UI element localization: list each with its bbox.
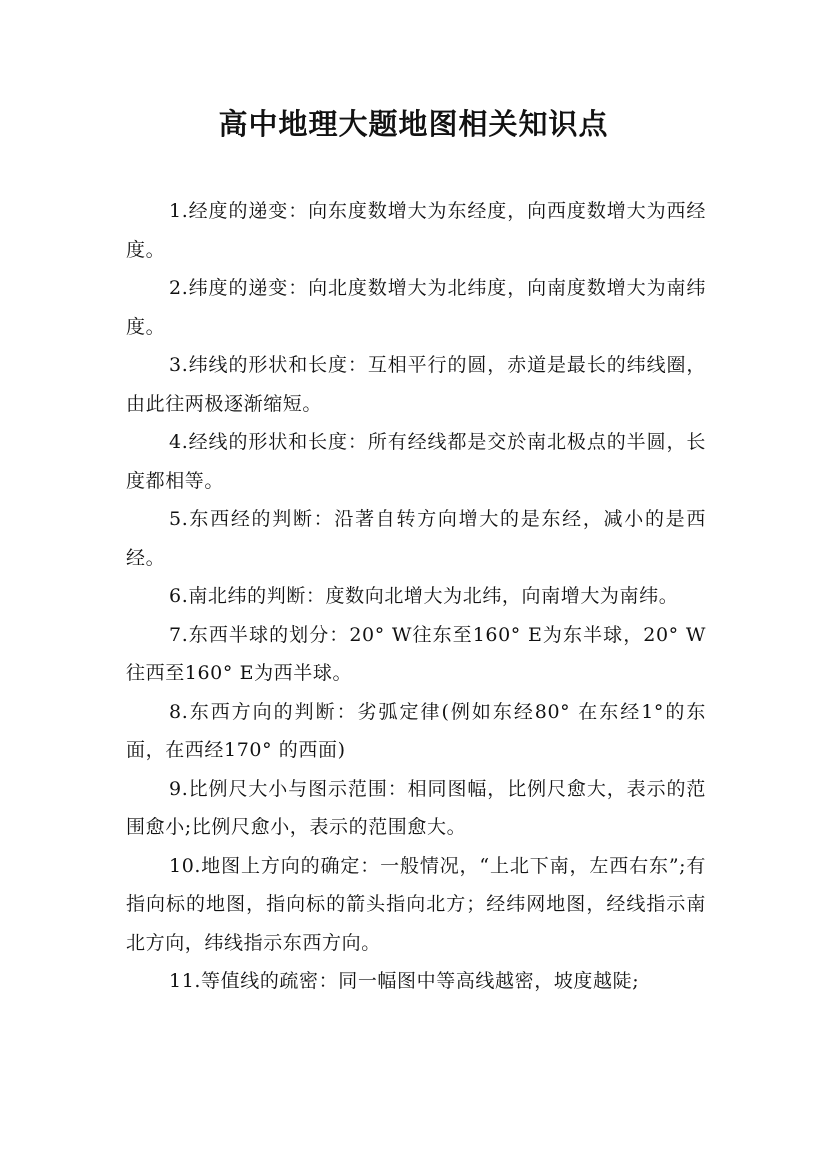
paragraph-east-west-direction: 8.东西方向的判断：劣弧定律(例如东经80° 在东经1°的东面，在西经170° 的西面) bbox=[126, 700, 706, 761]
paragraph-map-direction: 10.地图上方向的确定：一般情况，“上北下南，左西右东”;有指向标的地图，指向标的箭头指向北方；经纬网地图，经线指示南北方向，纬线指示东西方向。 bbox=[126, 854, 706, 954]
document-body bbox=[126, 192, 706, 1001]
paragraph-scale-range: 9.比例尺大小与图示范围：相同图幅，比例尺愈大，表示的范围愈小;比例尺愈小，表示的范围愈大。 bbox=[126, 777, 706, 838]
paragraph-parallel-shape: 3.纬线的形状和长度：互相平行的圆，赤道是最长的纬线圈，由此往两极逐渐缩短。 bbox=[126, 354, 706, 415]
document-title: 高中地理大题地图相关知识点 bbox=[218, 107, 609, 141]
paragraph-hemisphere-division: 7.东西半球的划分：20° W往东至160° E为东半球，20° W往西至160° E为西半球。 bbox=[126, 623, 706, 684]
paragraph-contour-density: 11.等值线的疏密：同一幅图中等高线越密，坡度越陡; bbox=[169, 970, 640, 992]
paragraph-east-west-longitude: 5.东西经的判断：沿著自转方向增大的是东经，减小的是西经。 bbox=[126, 508, 706, 569]
paragraph-meridian-shape: 4.经线的形状和长度：所有经线都是交於南北极点的半圆，长度都相等。 bbox=[126, 431, 706, 492]
paragraph-north-south-latitude: 6.南北纬的判断：度数向北增大为北纬，向南增大为南纬。 bbox=[169, 585, 679, 607]
paragraph-latitude-change: 2.纬度的递变：向北度数增大为北纬度，向南度数增大为南纬度。 bbox=[126, 277, 706, 338]
paragraph-longitude-change: 1.经度的递变：向东度数增大为东经度，向西度数增大为西经度。 bbox=[126, 200, 706, 261]
